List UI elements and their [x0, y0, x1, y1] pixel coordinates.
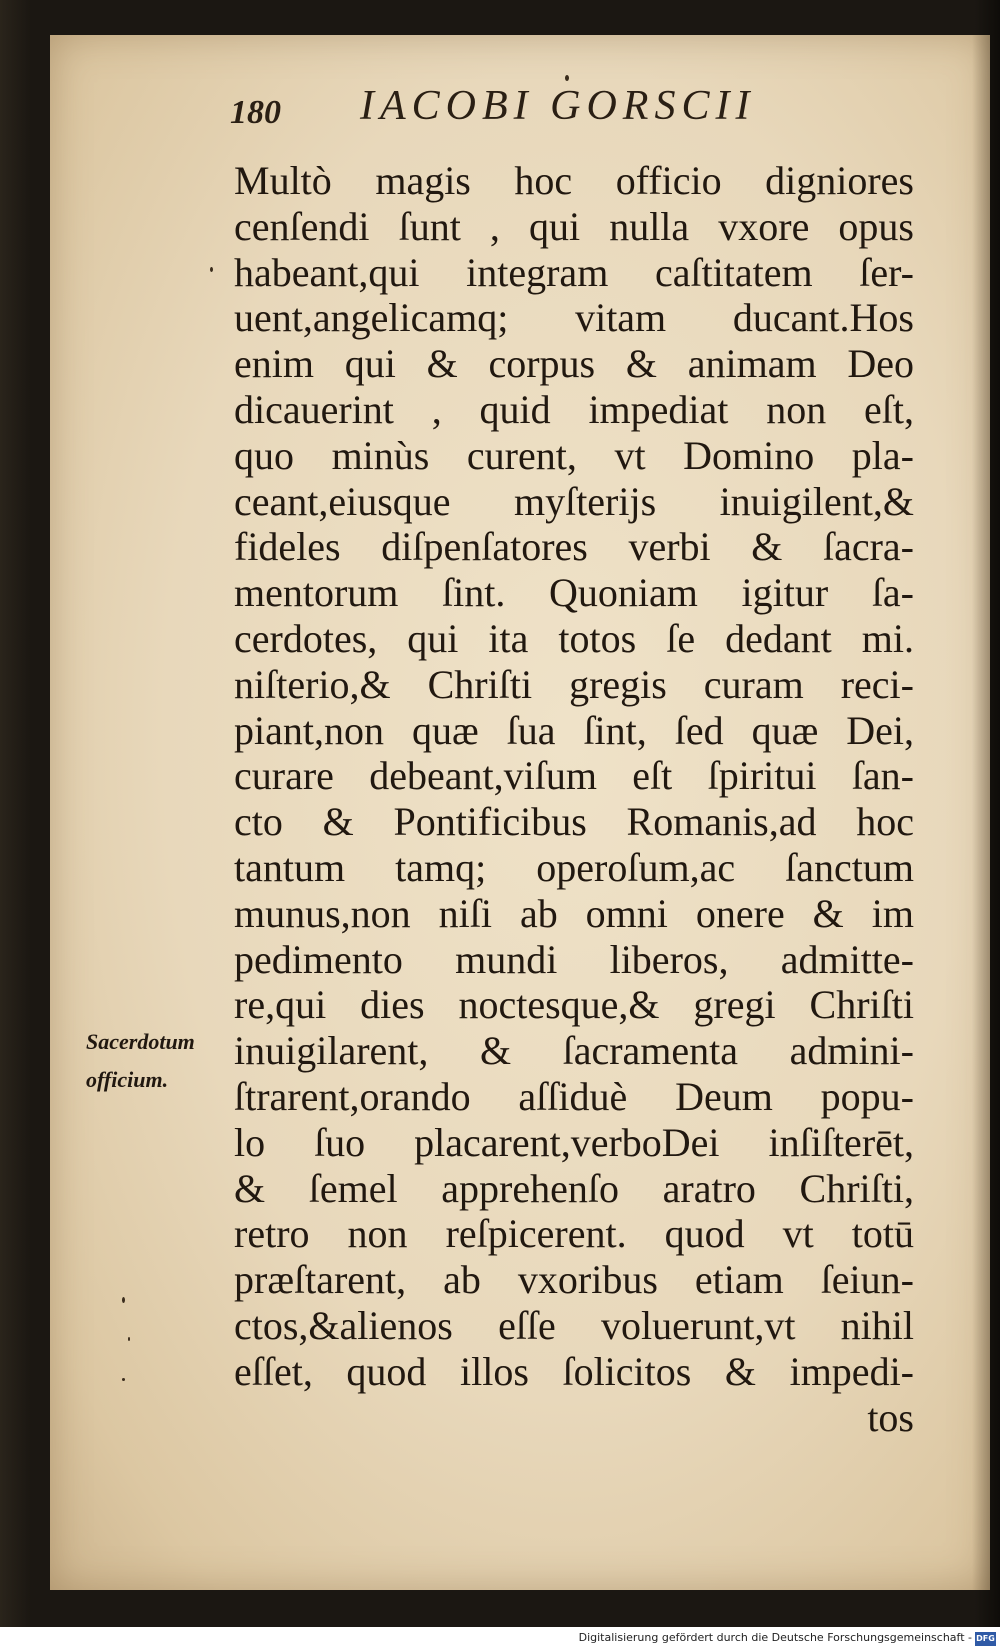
- text-line: lo ſuo placarent,verboDei inſiſterēt,: [234, 1119, 914, 1165]
- main-text-block: [234, 158, 914, 1440]
- page-number: 180: [230, 94, 281, 131]
- text-line: Multò magis hoc officio digniores: [234, 158, 914, 203]
- text-line: ceant,eiusque myſterijs inuigilent,&: [234, 478, 914, 524]
- marginal-note-line: Sacerdotum: [86, 1029, 195, 1054]
- text-line: munus,non niſi ab omni onere & im: [234, 890, 914, 936]
- text-line: mentorum ſint. Quoniam igitur ſa-: [234, 570, 914, 616]
- text-line: re,qui dies noctesque,& gregi Chriſti: [234, 982, 914, 1028]
- marginal-note: [86, 1023, 226, 1099]
- text-line: eſſet, quod illos ſolicitos & impedi-: [234, 1348, 914, 1394]
- text-line: habeant,qui integram caſtitatem ſer-: [234, 249, 914, 295]
- running-head: IACOBI GORSCII: [360, 83, 756, 129]
- ink-speck: [122, 1297, 125, 1303]
- text-line: niſterio,& Chriſti gregis curam reci-: [234, 661, 914, 707]
- page-edge-shadow: [972, 35, 990, 1590]
- text-line: ſtrarent,orando aſſiduè Deum popu-: [234, 1073, 914, 1119]
- text-line: uent,angelicamq; vitam ducant.Hos: [234, 295, 914, 341]
- text-line: fideles diſpenſatores verbi & ſacra-: [234, 524, 914, 570]
- catchword: tos: [867, 1394, 914, 1440]
- footer-credit: Digitalisierung gefördert durch die Deutsche Forschungsgemeinschaft -: [578, 1631, 972, 1644]
- dfg-logo-icon: DFG: [975, 1632, 996, 1646]
- ink-speck: [122, 1378, 125, 1381]
- text-line: cto & Pontificibus Romanis,ad hoc: [234, 799, 914, 845]
- text-line: cerdotes, qui ita totos ſe dedant mi.: [234, 615, 914, 661]
- text-line: enim qui & corpus & animam Deo: [234, 341, 914, 387]
- text-line: curare debeant,viſum eſt ſpiritui ſan-: [234, 753, 914, 799]
- ink-speck: [128, 1337, 130, 1341]
- text-line: præſtarent, ab vxoribus etiam ſeiun-: [234, 1257, 914, 1303]
- ink-speck: [210, 267, 213, 272]
- text-line: quo minùs curent, vt Domino pla-: [234, 432, 914, 478]
- ink-speck: [565, 75, 569, 81]
- text-line: ctos,&alienos eſſe voluerunt,vt nihil: [234, 1302, 914, 1348]
- text-line: tantum tamq; operoſum,ac ſanctum: [234, 844, 914, 890]
- text-line: inuigilarent, & ſacramenta admini-: [234, 1028, 914, 1074]
- text-line: & ſemel apprehenſo aratro Chriſti,: [234, 1165, 914, 1211]
- text-line: retro non reſpicerent. quod vt totū: [234, 1211, 914, 1257]
- text-line: pedimento mundi liberos, admitte-: [234, 936, 914, 982]
- marginal-note-line: officium.: [86, 1067, 169, 1092]
- text-line: cenſendi ſunt , qui nulla vxore opus: [234, 203, 914, 249]
- text-line: piant,non quæ ſua ſint, ſed quæ Dei,: [234, 707, 914, 753]
- text-line: dicauerint , quid impediat non eſt,: [234, 386, 914, 432]
- digitization-footer: [0, 1627, 1000, 1652]
- page-header: [230, 82, 870, 142]
